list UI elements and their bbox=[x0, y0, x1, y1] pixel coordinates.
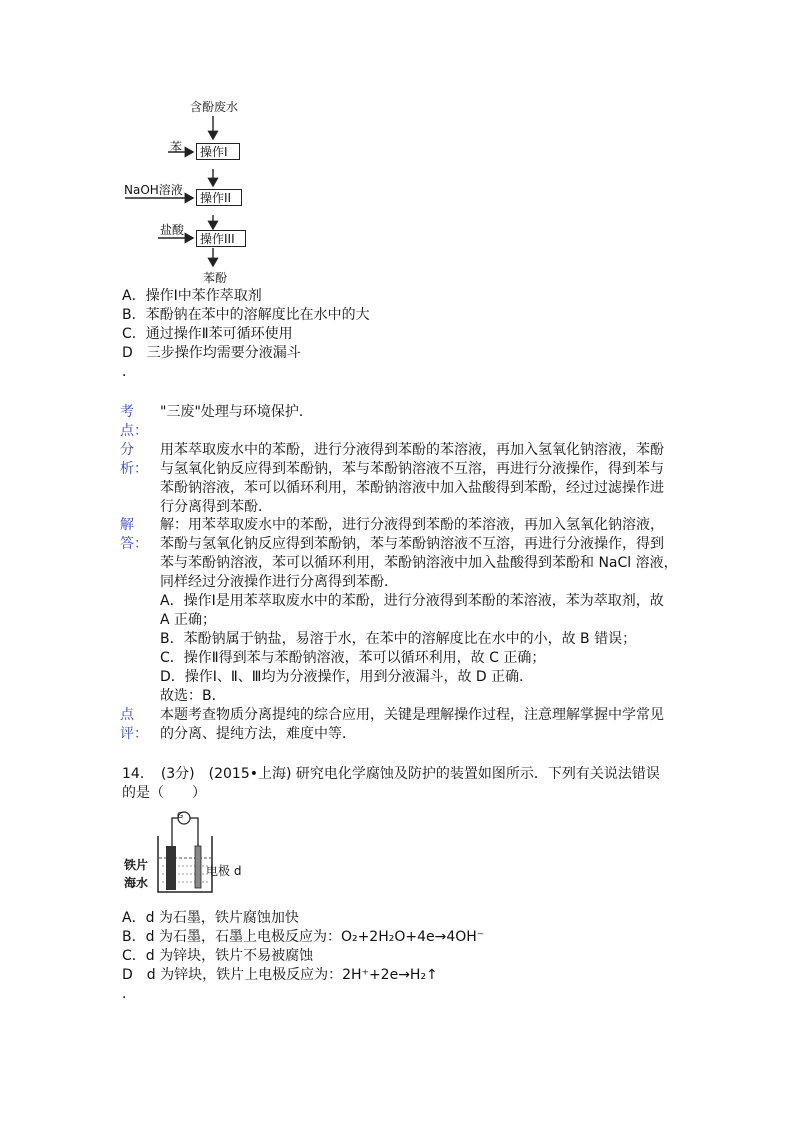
q14-option-d: D d 为锌块，铁片上电极反应为：2H⁺+2e→H₂↑ bbox=[122, 967, 438, 983]
fenxi-line-3: 苯酚钠溶液，苯可以循环利用，苯酚钠溶液中加入盐酸得到苯酚，经过过滤操作进 bbox=[160, 480, 664, 496]
figure-label-iron: 铁片 bbox=[124, 858, 149, 872]
flowchart-bottom-label: 苯酚 bbox=[203, 271, 228, 285]
q14-option-dot: ． bbox=[122, 986, 136, 1002]
jieda-line-5: A．操作Ⅰ是用苯萃取废水中的苯酚，进行分液得到苯酚的苯溶液，苯为萃取剂，故 bbox=[160, 593, 664, 609]
jieda-line-9: D．操作Ⅰ、Ⅱ、Ⅲ均为分液操作，用到分液漏斗，故 D 正确． bbox=[160, 669, 534, 685]
jieda-line-2: 苯酚与氢氧化钠反应得到苯酚钠，苯与苯酚钠溶液不互溶，再进行分液操作，得到 bbox=[160, 536, 664, 552]
dianping-line-2: 的分离、提纯方法，难度中等． bbox=[160, 726, 356, 742]
kaodian-text: "三废"处理与环境保护． bbox=[160, 404, 313, 420]
q14-option-a: A．d 为石墨，铁片腐蚀加快 bbox=[122, 910, 299, 926]
jieda-label-2: 答： bbox=[120, 536, 148, 552]
jieda-label-1: 解 bbox=[120, 517, 134, 533]
q13-option-c: C．通过操作Ⅱ苯可循环使用 bbox=[122, 326, 293, 342]
fenxi-line-4: 行分离得到苯酚． bbox=[160, 499, 272, 515]
jieda-line-1: 解：用苯萃取废水中的苯酚，进行分液得到苯酚的苯溶液，再加入氢氧化钠溶液， bbox=[160, 517, 664, 533]
electrode-d bbox=[195, 846, 201, 888]
q14-stem-line-1: 14． (3分) (2015•上海) 研究电化学腐蚀及防护的装置如图所示．下列有关说法错误 bbox=[122, 766, 660, 782]
flowchart-box-operation-1: 操作I bbox=[196, 143, 240, 160]
jieda-line-7: B．苯酚钠属于钠盐，易溶于水，在苯中的溶解度比在水中的小，故 B 错误； bbox=[160, 631, 637, 647]
q13-option-a: A．操作Ⅰ中苯作萃取剂 bbox=[122, 288, 262, 304]
dianping-label-1: 点 bbox=[120, 707, 134, 723]
q14-stem-line-2: 的是（ ） bbox=[122, 785, 206, 801]
flowchart-top-label: 含酚废水 bbox=[190, 100, 239, 114]
galvanometer-icon: G bbox=[177, 811, 184, 820]
fenxi-line-2: 与氢氧化钠反应得到苯酚钠，苯与苯酚钠溶液不互溶，再进行分液操作，得到苯与 bbox=[160, 461, 664, 477]
jieda-line-4: 同样经过分液操作进行分离得到苯酚． bbox=[160, 574, 398, 590]
jieda-line-10: 故选：B． bbox=[160, 688, 226, 704]
dianping-line-1: 本题考查物质分离提纯的综合应用，关键是理解操作过程，注意理解掌握中学常见 bbox=[160, 707, 664, 723]
q14-option-b: B．d 为石墨，石墨上电极反应为：O₂+2H₂O+4e→4OH⁻ bbox=[122, 929, 485, 945]
figure-label-electrode: 电极 d bbox=[206, 864, 242, 878]
q14-option-c: C．d 为锌块，铁片不易被腐蚀 bbox=[122, 948, 314, 964]
figure-label-seawater: 海水 bbox=[124, 876, 149, 890]
fenxi-label-2: 析： bbox=[120, 461, 148, 477]
iron-plate bbox=[166, 846, 176, 890]
flowchart-input-benzene: 苯 bbox=[170, 140, 183, 154]
dianping-label-2: 评： bbox=[120, 726, 148, 742]
flowchart-input-hcl: 盐酸 bbox=[160, 223, 185, 237]
flowchart-box-operation-3: 操作III bbox=[196, 230, 246, 247]
kaodian-label-2: 点： bbox=[120, 423, 148, 439]
kaodian-label-1: 考 bbox=[120, 404, 134, 420]
jieda-line-3: 苯与苯酚钠溶液，苯可以循环利用，苯酚钠溶液中加入盐酸得到苯酚和 NaCl 溶液， bbox=[160, 555, 678, 571]
flowchart-input-naoh: NaOH溶液 bbox=[124, 183, 183, 197]
jieda-line-8: C．操作Ⅱ得到苯与苯酚钠溶液，苯可以循环利用，故 C 正确； bbox=[160, 650, 546, 666]
jieda-line-6: A 正确； bbox=[160, 612, 217, 628]
q13-option-b: B．苯酚钠在苯中的溶解度比在水中的大 bbox=[122, 307, 370, 323]
fenxi-label-1: 分 bbox=[120, 442, 134, 458]
fenxi-line-1: 用苯萃取废水中的苯酚，进行分液得到苯酚的苯溶液，再加入氢氧化钠溶液，苯酚 bbox=[160, 442, 664, 458]
q13-option-dot: ． bbox=[122, 364, 136, 380]
q13-option-d: D 三步操作均需要分液漏斗 bbox=[122, 345, 301, 361]
flowchart-box-operation-2: 操作II bbox=[196, 189, 242, 206]
